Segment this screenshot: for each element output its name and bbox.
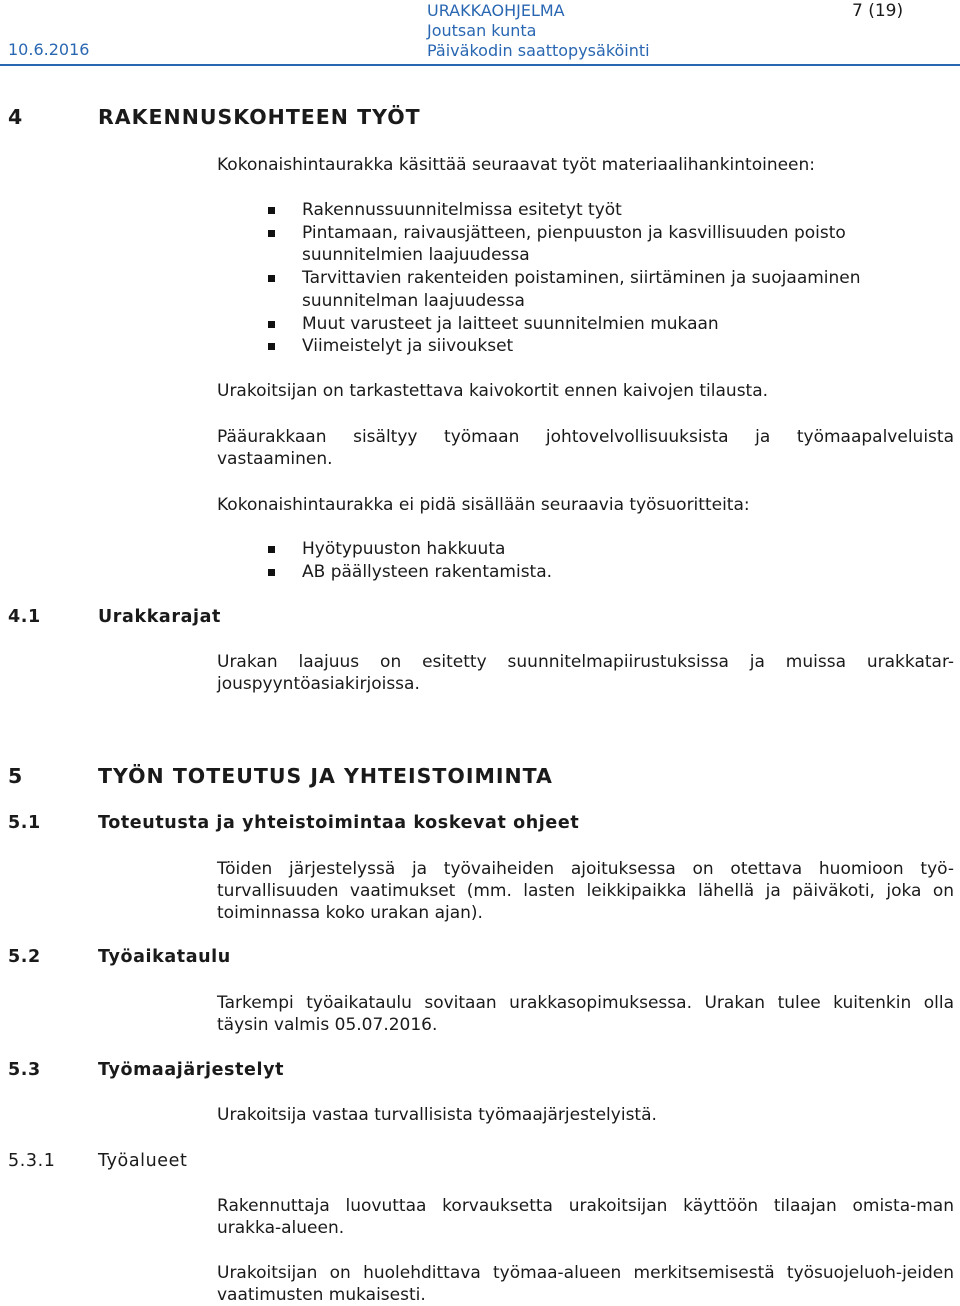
section-5-3-1-title: Työalueet [98,1151,188,1171]
section-4-1-number: 4.1 [8,607,41,627]
header-divider [0,64,960,66]
section-5-3-1-number: 5.3.1 [8,1151,56,1171]
section-5-number: 5 [8,764,24,788]
list-item: Viimeistelyt ja siivoukset [268,335,861,358]
section-5-2-text: Tarkempi työaikataulu sovitaan urakkasopimuksessa. Urakan tulee kuitenkin olla täysin valmis 05.07.2016. [217,993,954,1035]
list-item: Pintamaan, raivausjätteen, pienpuuston ja kasvillisuuden poisto [268,222,861,245]
section-5-3-text: Urakoitsija vastaa turvallisista työmaajärjestelyistä. [217,1105,657,1125]
bullet-icon [268,275,275,282]
paragraph-kaivokortit: Urakoitsijan on tarkastettava kaivokortit ennen kaivojen tilausta. [217,381,769,401]
section-5-2-title: Työaikataulu [98,947,231,967]
list-item: Hyötypuuston hakkuuta [268,538,552,561]
bullet-icon [268,343,275,350]
section-5-title: TYÖN TOTEUTUS JA YHTEISTOIMINTA [98,764,553,788]
section-5-3-1-text-2: Urakoitsijan on huolehdittava työmaa-alueen merkitsemisestä työsuojeluoh-jeiden vaatimusten mukaisesti. [217,1263,954,1305]
header-page-number: 7 (19) [852,1,904,21]
header-date: 10.6.2016 [8,40,90,59]
excluded-intro: Kokonaishintaurakka ei pidä sisällään seuraavia työsuoritteita: [217,495,750,515]
included-works-list [268,199,861,358]
section-5-1-title: Toteutusta ja yhteistoimintaa koskevat ohjeet [98,813,580,833]
list-item-continuation: suunnitelman laajuudessa [302,290,525,311]
list-item-continuation: suunnitelmien laajuudessa [302,245,530,266]
bullet-icon [268,569,275,576]
paragraph-paaurakka: Pääurakkaan sisältyy työmaan johtovelvollisuuksista ja työmaapalveluista vastaaminen. [217,427,954,469]
bullet-icon [268,207,275,214]
bullet-icon [268,230,275,237]
section-5-2-number: 5.2 [8,947,41,967]
section-5-3-1-text-1: Rakennuttaja luovuttaa korvauksetta urakoitsijan käyttöön tilaajan omista-man urakka-alueen. [217,1196,954,1238]
section-4-1-text: Urakan laajuus on esitetty suunnitelmapiirustuksissa ja muissa urakkatar-jouspyyntöasiakirjoissa. [217,652,954,694]
header-doc-title: URAKKAOHJELMA [427,1,565,20]
header-project: Päiväkodin saattopysäköinti [427,41,650,60]
bullet-icon [268,321,275,328]
section-5-1-number: 5.1 [8,813,41,833]
bullet-icon [268,546,275,553]
list-item: Tarvittavien rakenteiden poistaminen, siirtäminen ja suojaaminen [268,267,861,290]
section-5-3-number: 5.3 [8,1060,41,1080]
section-4-title: RAKENNUSKOHTEEN TYÖT [98,105,421,129]
section-4-intro: Kokonaishintaurakka käsittää seuraavat työt materiaalihankintoineen: [217,155,816,175]
excluded-works-list [268,538,552,583]
section-5-1-text: Töiden järjestelyssä ja työvaiheiden ajoituksessa on otettava huomioon työ-turvallisuuden vaatimukset (mm. lasten leikkipaikka lähellä ja päiväkoti, joka on toiminnassa koko urakan ajan). [217,859,954,923]
section-4-1-title: Urakkarajat [98,607,221,627]
header-client: Joutsan kunta [427,21,537,40]
list-item: Rakennussuunnitelmissa esitetyt työt [268,199,861,222]
list-item: Muut varusteet ja laitteet suunnitelmien mukaan [268,313,861,336]
list-item: AB päällysteen rakentamista. [268,561,552,584]
section-4-number: 4 [8,105,24,129]
section-5-3-title: Työmaajärjestelyt [98,1060,285,1080]
